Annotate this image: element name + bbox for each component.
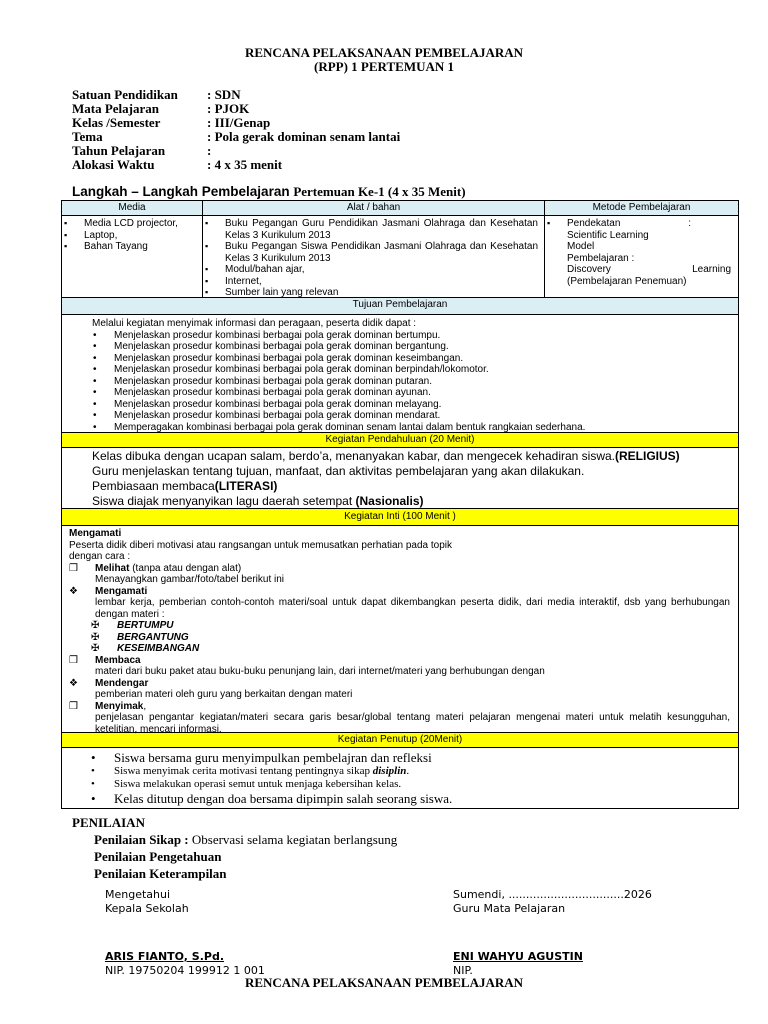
check-icon: ✠ [91, 643, 100, 654]
metode-text: (Pembelajaran Penemuan) [567, 275, 687, 287]
metode-text: Pembelajaran : [567, 252, 635, 264]
identity-label: Kelas /Semester [72, 115, 161, 130]
metode-text: Model [567, 241, 595, 252]
document-title: RENCANA PELAKSANAAN PEMBELAJARAN [244, 45, 524, 60]
list-item: ▪ Media LCD projector, [62, 218, 202, 230]
signature-name: ARIS FIANTO, S.Pd. [105, 950, 224, 963]
signature-left [105, 888, 265, 978]
pendahuluan-line: Guru menjelaskan tentang tujuan, manfaat, dan aktivitas pembelajaran yang akan dilakukan. [92, 464, 585, 478]
pendahuluan-text: Kelas dibuka dengan ucapan salam, berdo’a, menanyakan kabar, dan mengecek kehadiran siswa. [92, 449, 616, 463]
identity-value: : PJOK [207, 101, 250, 116]
identity-block [72, 88, 400, 172]
penutup-emphasis: disiplin [372, 765, 407, 777]
inti-label: Mendengar [95, 677, 149, 689]
signature-text: Sumendi, .................................2026 [453, 888, 652, 901]
pendahuluan-line [92, 479, 738, 494]
inti-section [62, 526, 738, 735]
penilaian-label: Penilaian Pengetahuan [94, 849, 222, 864]
list-item: • Menjelaskan prosedur kombinasi berbagai pola gerak dominan mendarat. [92, 410, 738, 422]
resources-row [62, 215, 738, 297]
inti-text: dengan cara : [69, 551, 131, 562]
inti-topic: BERGANTUNG [117, 631, 189, 643]
inti-text: Menayangkan gambar/foto/tabel berikut ini [95, 574, 285, 585]
list-item: ▪ Modul/bahan ajar, [203, 264, 538, 276]
inti-label: Melihat [95, 562, 130, 574]
diamond-outline-icon: ❒ [69, 700, 78, 712]
langkah-session: Pertemuan Ke-1 (4 x 35 Menit) [293, 184, 466, 199]
diamond-outline-icon: ❒ [69, 562, 78, 574]
list-item [90, 765, 738, 778]
inti-text: materi dari buku paket atau buku-buku penunjang lain, dari internet/materi yang berhubungan dengan [95, 666, 545, 677]
value-tag: (RELIGIUS) [615, 449, 680, 463]
inti-label: Menyimak [95, 700, 144, 712]
list-item: • Menjelaskan prosedur kombinasi berbagai pola gerak dominan keseimbangan. [92, 353, 738, 365]
inti-text: lembar kerja, pemberian contoh-contoh materi/soal untuk dapat dikembangkan peserta didik, dari media interaktif, dsb yang berhubungan dengan materi : [95, 597, 730, 620]
identity-label: Satuan Pendidikan [72, 87, 178, 102]
identity-row [72, 116, 400, 130]
inti-label: Membaca [95, 654, 141, 666]
check-icon: ✠ [91, 631, 100, 643]
penutup-section [62, 748, 738, 808]
identity-value: : SDN [207, 87, 241, 102]
metode-text: : [688, 218, 691, 229]
pendahuluan-line [92, 494, 738, 509]
identity-label: Alokasi Waktu [72, 157, 155, 172]
footer-title: RENCANA PELAKSANAAN PEMBELAJARAN [244, 975, 524, 990]
diamond-icon: ❖ [69, 585, 78, 597]
signature-name: ENI WAHYU AGUSTIN [453, 950, 583, 963]
penilaian-block [72, 814, 397, 882]
alat-cell [203, 216, 545, 297]
identity-value: : [207, 143, 212, 158]
metode-text: Pendekatan [567, 218, 621, 229]
list-item: ▪ Sumber lain yang relevan [203, 287, 538, 299]
list-item: • Menjelaskan prosedur kombinasi berbagai pola gerak dominan bertumpu. [92, 330, 738, 342]
penilaian-title: PENILAIAN [72, 815, 145, 830]
list-item: ▪ Internet, [203, 276, 538, 288]
identity-row [72, 130, 400, 144]
list-item: ▪ Buku Pegangan Siswa Pendidikan Jasmani Olahraga dan Kesehatan Kelas 3 Kurikulum 2013 [203, 241, 538, 264]
identity-label: Tahun Pelajaran [72, 143, 166, 158]
identity-row [72, 158, 400, 172]
identity-label: Tema [72, 129, 103, 144]
metode-text: Discovery [567, 264, 611, 275]
inti-text: , [143, 700, 147, 712]
pendahuluan-section [62, 448, 738, 508]
list-item: • Memperagakan kombinasi berbagai pola gerak dominan senam lantai dalam bentuk rangkaian sederhana. [92, 422, 738, 434]
penutup-text: Siswa menyimak cerita motivasi tentang pentingnya sikap [114, 765, 373, 777]
header-metode: Metode Pembelajaran [592, 202, 691, 213]
tujuan-header: Tujuan Pembelajaran [62, 297, 738, 315]
signature-nip: NIP. 19750204 199912 1 001 [105, 964, 265, 977]
penutup-text: . [406, 765, 410, 777]
identity-row [72, 144, 400, 158]
diamond-outline-icon: ❒ [69, 654, 78, 666]
metode-cell [545, 216, 738, 297]
identity-value: : Pola gerak dominan senam lantai [207, 129, 401, 144]
identity-value: : III/Genap [207, 115, 271, 130]
inti-text: Peserta didik diberi motivasi atau rangsangan untuk memusatkan perhatian pada topik [69, 539, 453, 551]
list-item: • Menjelaskan prosedur kombinasi berbagai pola gerak dominan berpindah/lokomotor. [92, 364, 738, 376]
identity-row [72, 102, 400, 116]
pendahuluan-text: Siswa diajak menyanyikan lagu daerah setempat [92, 494, 356, 508]
penutup-header: Kegiatan Penutup (20Menit) [62, 732, 738, 748]
inti-topic: BERTUMPU [117, 620, 174, 631]
tujuan-intro: Melalui kegiatan menyimak informasi dan peragaan, peserta didik dapat : [92, 318, 417, 329]
inti-header: Kegiatan Inti (100 Menit ) [62, 508, 738, 526]
list-item: • Menjelaskan prosedur kombinasi berbagai pola gerak dominan melayang. [92, 399, 738, 411]
list-item: • Menjelaskan prosedur kombinasi berbagai pola gerak dominan bergantung. [92, 341, 738, 353]
check-icon: ✠ [91, 620, 100, 631]
list-item: ▪ Buku Pegangan Guru Pendidikan Jasmani Olahraga dan Kesehatan Kelas 3 Kurikulum 2013 [203, 218, 538, 241]
document-subtitle: (RPP) 1 PERTEMUAN 1 [314, 59, 454, 74]
langkah-heading [72, 184, 466, 200]
signature-text: Guru Mata Pelajaran [453, 902, 566, 915]
signature-nip: NIP. [453, 964, 473, 977]
penilaian-label: Penilaian Sikap : [94, 832, 192, 847]
list-item: ▪ Bahan Tayang [62, 241, 202, 253]
identity-value: : 4 x 35 menit [207, 157, 283, 172]
inti-label: Mengamati [95, 585, 148, 597]
inti-topic: KESEIMBANGAN [117, 643, 200, 654]
list-item: • Siswa melakukan operasi semut untuk menjaga kebersihan kelas. [90, 778, 738, 791]
header-alat: Alat / bahan [203, 201, 545, 215]
metode-text: Learning [692, 264, 731, 275]
signature-text: Mengetahui [105, 888, 171, 901]
list-item: • Menjelaskan prosedur kombinasi berbagai pola gerak dominan putaran. [92, 376, 738, 388]
lesson-table [61, 200, 739, 809]
pendahuluan-header: Kegiatan Pendahuluan (20 Menit) [62, 432, 738, 448]
value-tag: (LITERASI) [214, 479, 278, 493]
pendahuluan-line [92, 449, 738, 464]
pendahuluan-text: Pembiasaan membaca [92, 479, 215, 493]
list-item: • Menjelaskan prosedur kombinasi berbagai pola gerak dominan ayunan. [92, 387, 738, 399]
value-tag: (Nasionalis) [355, 494, 424, 508]
inti-text: (tanpa atau dengan alat) [129, 562, 242, 574]
list-item: • Siswa bersama guru menyimpulkan pembelajran dan refleksi [90, 750, 738, 765]
media-cell [62, 216, 203, 297]
inti-subtitle: Mengamati [69, 528, 122, 539]
list-item: ▪ Laptop, [62, 230, 202, 242]
inti-text: penjelasan pengantar kegiatan/materi secara garis besar/global tentang materi pelajaran mengenai materi untuk melatih kesungguhan, ketelitian, mencari informasi. [95, 712, 730, 735]
langkah-label: Langkah – Langkah Pembelajaran [72, 184, 294, 199]
table-header-row [62, 201, 738, 215]
diamond-icon: ❖ [69, 677, 78, 689]
list-item: • Kelas ditutup dengan doa bersama dipimpin salah seorang siswa. [90, 791, 738, 806]
penilaian-text: Observasi selama kegiatan berlangsung [191, 832, 398, 847]
bullet-icon: ▪ [547, 218, 551, 228]
inti-text: pemberian materi oleh guru yang berkaitan dengan materi [95, 689, 353, 700]
signature-text: Kepala Sekolah [105, 902, 189, 915]
identity-label: Mata Pelajaran [72, 101, 160, 116]
penilaian-label: Penilaian Keterampilan [94, 866, 227, 881]
tujuan-section [62, 315, 738, 432]
identity-row [72, 88, 400, 102]
header-media: Media [62, 201, 203, 215]
signature-right [453, 888, 652, 978]
metode-text: Scientific Learning [567, 229, 649, 241]
